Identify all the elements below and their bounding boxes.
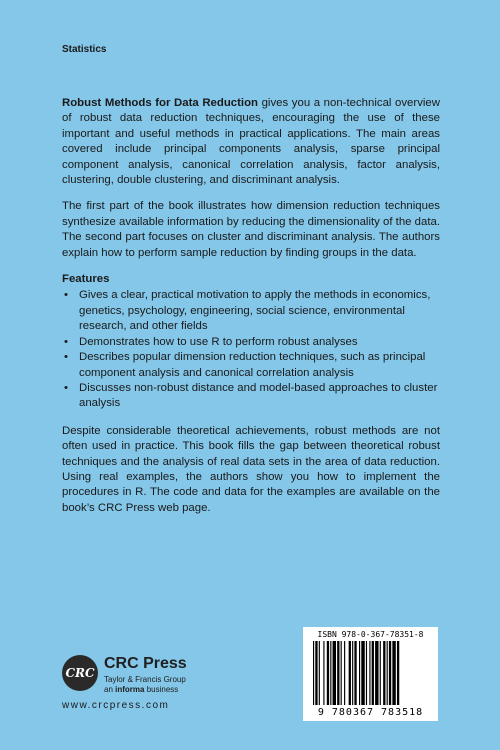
barcode-bars [313, 641, 428, 705]
publisher-website: www.crcpress.com [62, 700, 170, 711]
second-paragraph: The first part of the book illustrates how dimension reduction techniques synthesize available information by reducing the dimensionality of the data. The second part focuses on cluster and discriminant analysis. The authors explain how to perform sample reduction by finding groups in the data. [62, 200, 441, 259]
publisher-name: CRC Press [104, 655, 187, 672]
features-list [62, 288, 440, 411]
feature-item: • Describes popular dimension reduction techniques, such as principal component analysis and canonical correlation analysis [62, 350, 440, 381]
barcode-number: 9 780367 783518 [317, 707, 424, 718]
feature-item: • Demonstrates how to use R to perform robust analyses [62, 335, 440, 350]
feature-item: • Gives a clear, practical motivation to apply the methods in economics, genetics, psychology, engineering, social science, environmental research, and other fields [62, 288, 440, 334]
publisher-group: Taylor & Francis Group [104, 675, 186, 684]
intro-text: gives you a non-technical overview of robust data reduction techniques, encouraging the use of these important and useful methods in practical applications. The main areas covered include principal components analysis, sparse principal component analysis, canonical correlation analysis, factor analysis, clustering, double clustering, and discriminant analysis. [62, 97, 440, 187]
business-brand: informa [115, 685, 145, 694]
book-title: Robust Methods for Data Reduction [62, 97, 258, 109]
feature-item: • Discusses non-robust distance and model-based approaches to cluster analysis [62, 381, 440, 412]
isbn-label: ISBN 978-0-367-78351-8 [317, 630, 424, 639]
business-suffix: business [144, 685, 179, 694]
business-prefix: an [104, 685, 116, 694]
closing-paragraph: Despite considerable theoretical achievements, robust methods are not often used in practice. This book fills the gap between theoretical robust techniques and the analysis of real data sets in the area of data reduction. Using real examples, the authors show you how to implement the procedures in R. The code and data for the examples are available on the book’s CRC Press web page. [62, 424, 440, 514]
intro-paragraph [62, 96, 440, 188]
category-label: Statistics [62, 44, 107, 55]
crc-logo-icon: CRC [62, 655, 98, 691]
back-cover-text [62, 96, 440, 527]
publisher-business [104, 685, 178, 694]
barcode [303, 627, 438, 721]
features-heading: Features [62, 273, 110, 286]
